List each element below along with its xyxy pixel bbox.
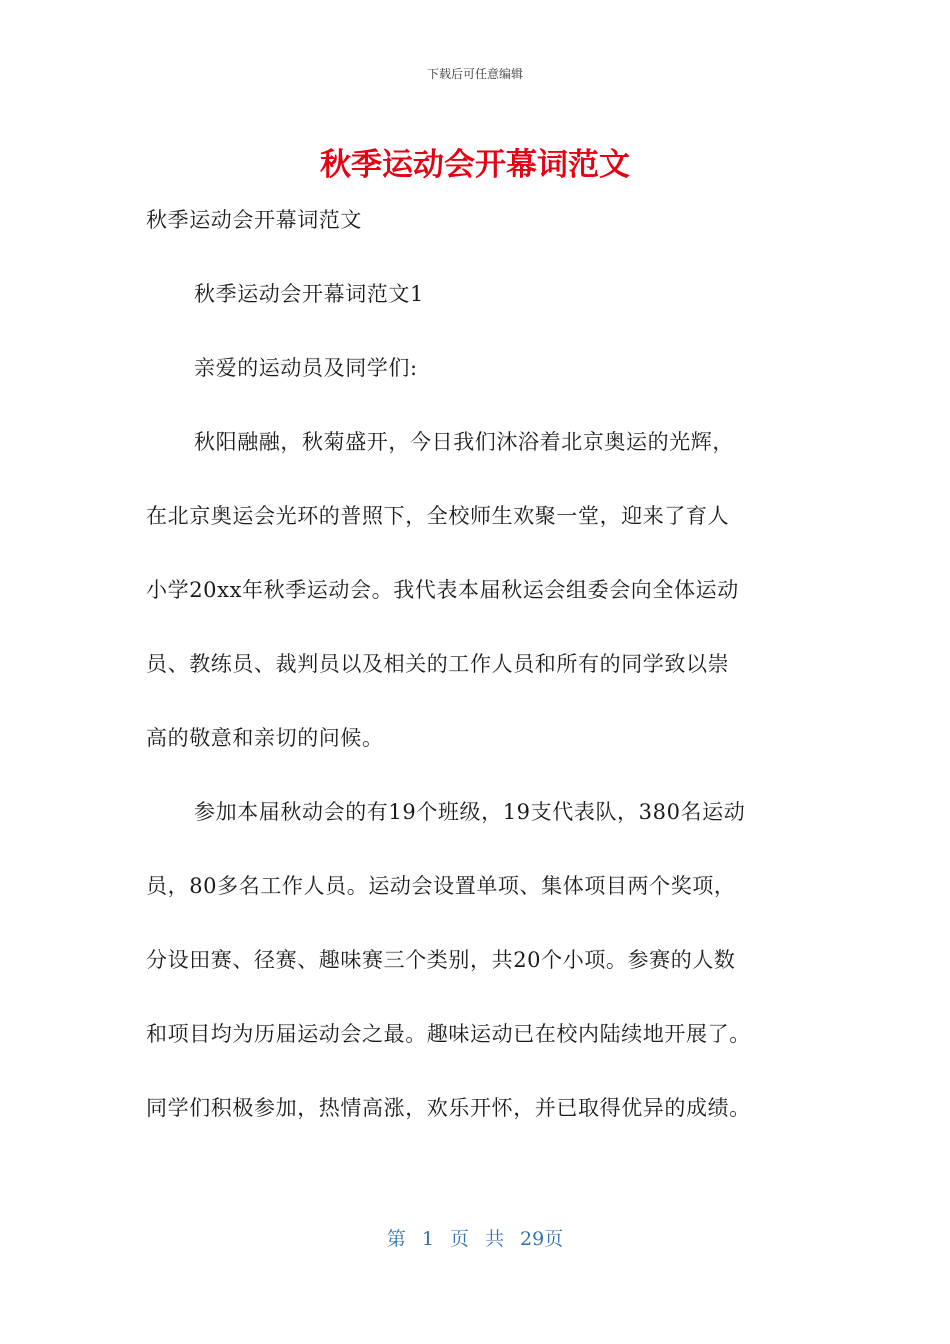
body-line-text: 同学们积极参加，热情高涨，欢乐开怀，并已取得优异的成绩。 — [146, 1096, 751, 1120]
body-line — [146, 788, 811, 862]
body-line-text: 参加本届秋动会的有19个班级，19支代表队，380名运动 — [194, 800, 746, 824]
body-line — [146, 492, 811, 566]
body-line — [146, 936, 811, 1010]
document-title-text: 秋季运动会开幕词范文 — [320, 147, 630, 183]
body-line-text: 分设田赛、径赛、趣味赛三个类别，共20个小项。参赛的人数 — [146, 948, 736, 972]
body-line-text: 小学20xx年秋季运动会。我代表本届秋运会组委会向全体运动 — [146, 578, 739, 602]
document-body — [146, 196, 811, 1158]
body-line — [146, 862, 811, 936]
body-line-text: 秋季运动会开幕词范文 — [146, 208, 362, 232]
body-line — [146, 640, 811, 714]
body-line-text: 秋阳融融，秋菊盛开，今日我们沐浴着北京奥运的光辉， — [194, 430, 734, 454]
document-title — [0, 140, 950, 190]
body-line-heading — [146, 196, 811, 270]
body-line-text: 员，80多名工作人员。运动会设置单项、集体项目两个奖项， — [146, 874, 736, 898]
body-line — [146, 1010, 811, 1084]
body-line — [146, 714, 811, 788]
body-line-salutation — [146, 344, 811, 418]
body-line-text: 亲爱的运动员及同学们: — [194, 356, 418, 380]
header-note: 下载后可任意编辑 — [426, 67, 523, 81]
body-line-text: 在北京奥运会光环的普照下，全校师生欢聚一堂，迎来了育人 — [146, 504, 730, 528]
body-line-text: 秋季运动会开幕词范文1 — [194, 282, 424, 306]
body-line-text: 员、教练员、裁判员以及相关的工作人员和所有的同学致以崇 — [146, 652, 730, 676]
body-line-subheading — [146, 270, 811, 344]
body-line-text: 和项目均为历届运动会之最。趣味运动已在校内陆续地开展了。 — [146, 1022, 751, 1046]
body-line-text: 高的敬意和亲切的问候。 — [146, 726, 384, 750]
body-line — [146, 1084, 811, 1158]
body-line — [146, 418, 811, 492]
page-number-footer: 第 1 页 共 29页 — [386, 1228, 564, 1250]
body-line — [146, 566, 811, 640]
